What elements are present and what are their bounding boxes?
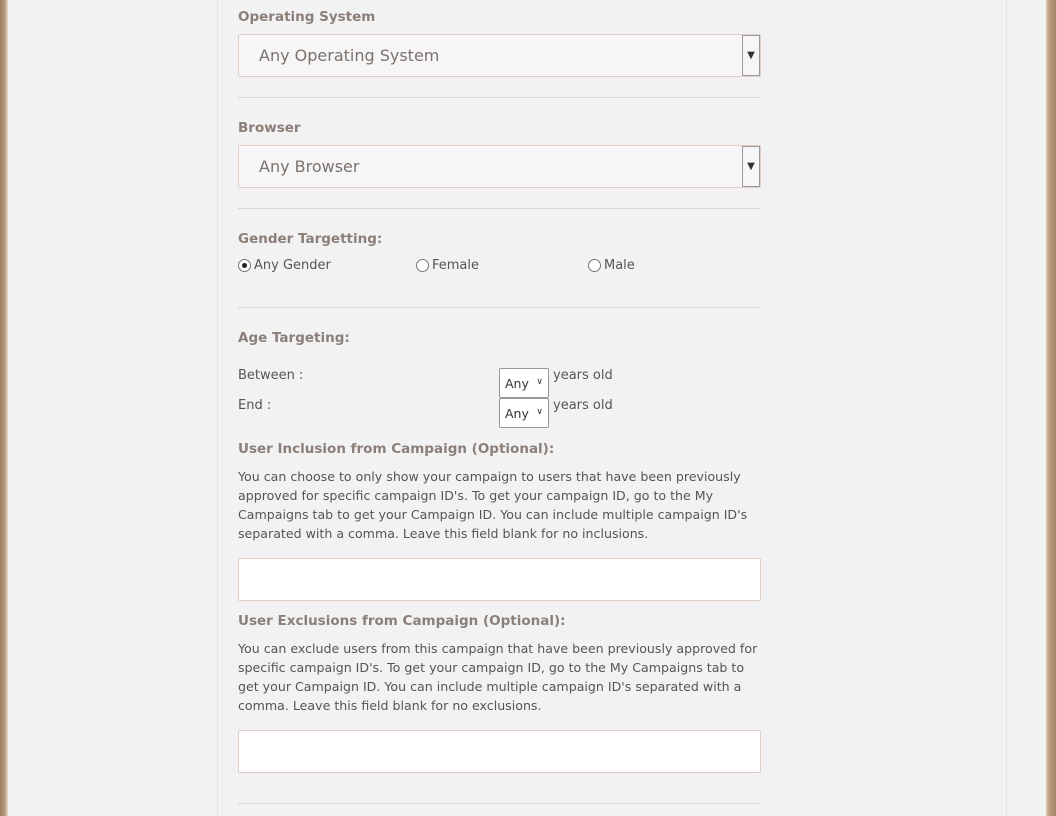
chevron-down-icon: ∨ [536,407,543,417]
divider [238,97,761,98]
age-end-value: Any [505,405,529,421]
radio-unchecked-icon[interactable] [416,259,429,272]
inclusion-description: You can choose to only show your campaign to users that have been previously approved for specific campaign ID's. To get your campaign ID, go to the My Campaigns tab to get your Campaign ID. You can include multiple campaign ID's separated with a comma. Leave this field blank for no inclusions. [238,469,748,541]
gender-option-label: Male [604,258,635,273]
age-between-label: Between : [238,368,304,383]
divider [238,208,761,209]
gender-option-female[interactable] [416,258,479,273]
divider [238,307,761,308]
browser-label: Browser [238,120,301,136]
exclusion-input[interactable] [238,730,761,773]
operating-system-label: Operating System [238,9,376,25]
page-right-edge [1046,0,1056,816]
divider [238,803,761,804]
age-end-select[interactable] [499,398,549,428]
chevron-down-icon[interactable]: ▼ [742,35,760,76]
age-between-suffix: years old [553,368,613,383]
chevron-down-icon[interactable]: ▼ [742,146,760,187]
age-end-label: End : [238,398,272,413]
gender-option-label: Any Gender [254,258,331,273]
browser-selected: Any Browser [259,157,360,176]
gender-option-any[interactable] [238,258,331,273]
browser-select[interactable] [238,145,761,188]
chevron-down-icon: ∨ [536,377,543,387]
gender-label: Gender Targetting: [238,231,383,247]
inclusion-label: User Inclusion from Campaign (Optional): [238,441,555,457]
page-left-edge [0,0,8,816]
age-end-suffix: years old [553,398,613,413]
radio-unchecked-icon[interactable] [588,259,601,272]
radio-checked-icon[interactable] [238,259,251,272]
age-between-select[interactable] [499,368,549,398]
exclusion-label: User Exclusions from Campaign (Optional): [238,613,566,629]
operating-system-selected: Any Operating System [259,46,440,65]
gender-option-male[interactable] [588,258,635,273]
gender-option-label: Female [432,258,480,273]
age-between-value: Any [505,375,529,391]
inclusion-input[interactable] [238,558,761,601]
exclusion-description: You can exclude users from this campaign that have been previously approved for specific campaign ID's. To get your campaign ID, go to the My Campaigns tab to get your Campaign ID. You can include multiple campaign ID's separated with a comma. Leave this field blank for no exclusions. [238,641,758,713]
age-label: Age Targeting: [238,330,350,346]
operating-system-select[interactable] [238,34,761,77]
